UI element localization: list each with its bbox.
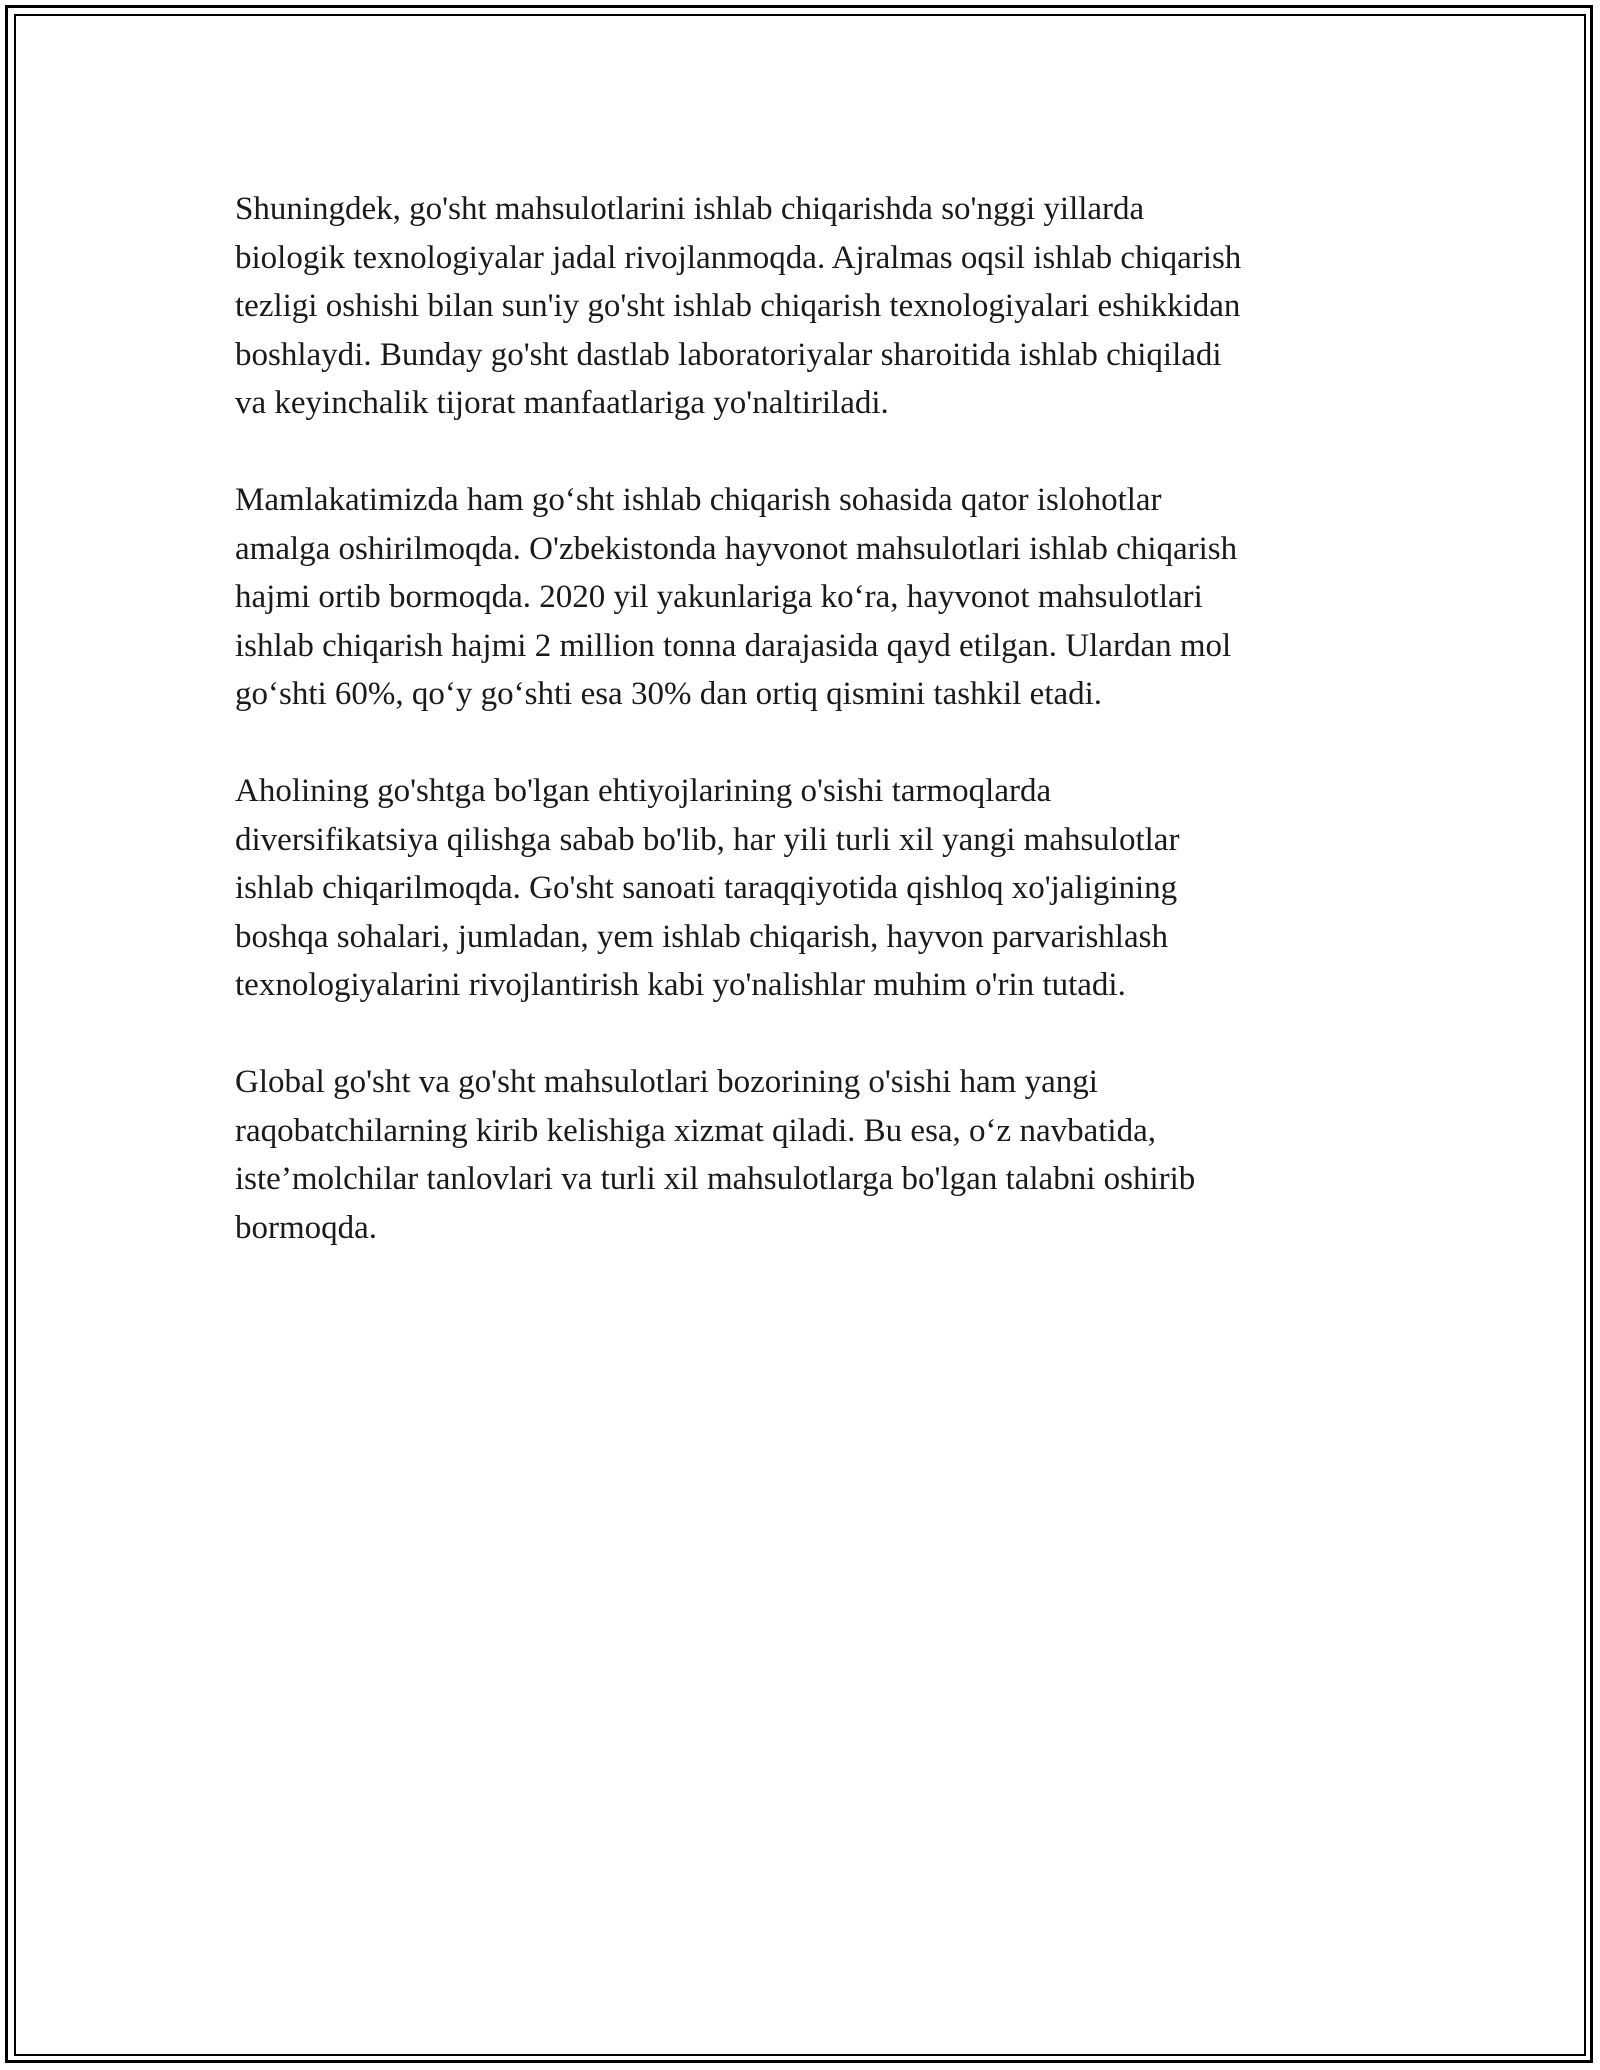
paragraph-3: Aholining go'shtga bo'lgan ehtiyojlarining o'sishi tarmoqlarda diversifikatsiya qilishga sabab bo'lib, har yili turli xil yangi mahsulotlar ishlab chiqarilmoqda. Go'sht sanoati taraqqiyotida qishloq xo'jaligining boshqa sohalari, jumladan, yem ishlab chiqarish, hayvon parvarishlash texnologiyalarini rivojlantirish kabi yo'nalishlar muhim o'rin tutadi. [235, 773, 1180, 1003]
document-body [235, 185, 1365, 1301]
paragraph-4: Global go'sht va go'sht mahsulotlari bozorining o'sishi ham yangi raqobatchilarning kirib kelishiga xizmat qiladi. Bu esa, o‘z navbatida, iste’molchilar tanlovlari va turli xil mahsulotlarga bo'lgan talabni oshirib bormoqda. [235, 1064, 1196, 1246]
paragraph-1: Shuningdek, go'sht mahsulotlarini ishlab chiqarishda so'nggi yillarda biologik texnologiyalar jadal rivojlanmoqda. Ajralmas oqsil ishlab chiqarish tezligi oshishi bilan sun'iy go'sht ishlab chiqarish texnologiyalari eshikkidan boshlaydi. Bunday go'sht dastlab laboratoriyalar sharoitida ishlab chiqiladi va keyinchalik tijorat manfaatlariga yo'naltiriladi. [235, 191, 1242, 421]
paragraph-2: Mamlakatimizda ham go‘sht ishlab chiqarish sohasida qator islohotlar amalga oshirilmoqda. O'zbekistonda hayvonot mahsulotlari ishlab chiqarish hajmi ortib bormoqda. 2020 yil yakunlariga ko‘ra, hayvonot mahsulotlari ishlab chiqarish hajmi 2 million tonna darajasida qayd etilgan. Ulardan mol go‘shti 60%, qo‘y go‘shti esa 30% dan ortiq qismini tashkil etadi. [235, 482, 1238, 712]
